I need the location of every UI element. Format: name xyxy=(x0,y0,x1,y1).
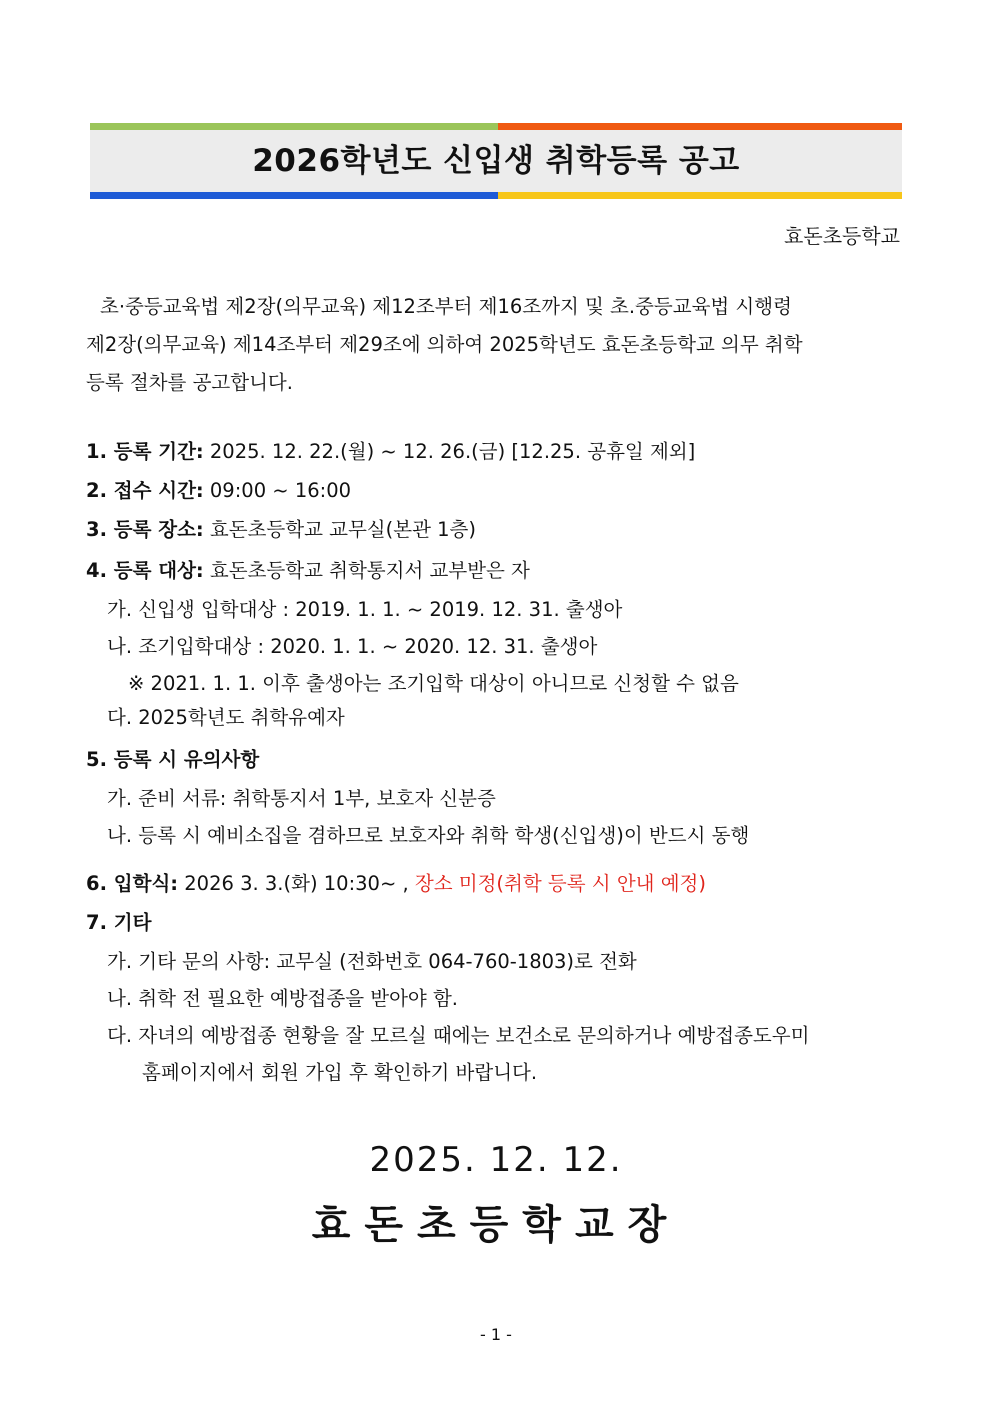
section-entrance-ceremony xyxy=(86,868,706,896)
section-registration-period xyxy=(86,436,695,464)
section-registration-place xyxy=(86,514,476,542)
page-title: 2026학년도 신입생 취학등록 공고 xyxy=(252,143,740,179)
notice-date: 2025. 12. 12. xyxy=(369,1140,623,1180)
intro-line-3: 등록 절차를 공고합니다. xyxy=(86,371,293,394)
section-label: 6. 입학식: xyxy=(86,872,179,895)
section-registration-target xyxy=(86,555,530,583)
section-label: 1. 등록 기간: xyxy=(86,440,204,463)
title-bar-top-left xyxy=(90,123,498,130)
section-label: 5. 등록 시 유의사항 xyxy=(86,748,260,771)
list-item-continuation: 홈페이지에서 회원 가입 후 확인하기 바랍니다. xyxy=(142,1061,538,1084)
note-item: ※ 2021. 1. 1. 이후 출생아는 조기입학 대상이 아니므로 신청할 수 없음 xyxy=(128,672,739,695)
section-value: 09:00 ~ 16:00 xyxy=(203,479,352,502)
list-item: 나. 조기입학대상 : 2020. 1. 1. ~ 2020. 12. 31. 출생아 xyxy=(107,635,598,658)
intro-line-1: 초·중등교육법 제2장(의무교육) 제12조부터 제16조까지 및 초.중등교육법 시행령 xyxy=(100,295,792,318)
section-other xyxy=(86,907,151,935)
title-bar-top-right xyxy=(498,123,902,130)
section-label: 4. 등록 대상: xyxy=(86,559,204,582)
list-item: 가. 기타 문의 사항: 교무실 (전화번호 064-760-1803)로 전화 xyxy=(107,950,637,973)
section-value: 효돈초등학교 교무실(본관 1층) xyxy=(203,518,476,541)
section-value: 효돈초등학교 취학통지서 교부받은 자 xyxy=(203,559,530,582)
list-item: 나. 취학 전 필요한 예방접종을 받아야 함. xyxy=(107,987,458,1010)
section-label: 7. 기타 xyxy=(86,911,152,934)
list-item-text: 다. 자녀의 예방접종 현황을 잘 모르실 때에는 보건소로 문의하거나 예방접종도우미 xyxy=(107,1024,810,1047)
title-bar-bottom-right xyxy=(498,192,902,199)
section-label: 3. 등록 장소: xyxy=(86,518,204,541)
list-item: 다. 2025학년도 취학유예자 xyxy=(107,706,345,729)
section-label: 2. 접수 시간: xyxy=(86,479,204,502)
list-item xyxy=(107,1020,907,1048)
principal-signature: 효돈초등학교장 xyxy=(311,1202,681,1248)
section-reception-hours xyxy=(86,475,351,503)
list-item: 나. 등록 시 예비소집을 겸하므로 보호자와 취학 학생(신입생)이 반드시 동행 xyxy=(107,824,750,847)
section-value: 2026 3. 3.(화) 10:30~ , xyxy=(178,872,415,895)
section-registration-notes xyxy=(86,744,259,772)
page-number: - 1 - xyxy=(480,1325,512,1344)
list-item: 가. 신입생 입학대상 : 2019. 1. 1. ~ 2019. 12. 31. 출생아 xyxy=(107,598,623,621)
intro-line-2: 제2장(의무교육) 제14조부터 제29조에 의하여 2025학년도 효돈초등학교 의무 취학 xyxy=(86,333,803,356)
school-name: 효돈초등학교 xyxy=(784,224,900,248)
ceremony-location-notice: 장소 미정(취학 등록 시 안내 예정) xyxy=(414,872,706,895)
section-value: 2025. 12. 22.(월) ~ 12. 26.(금) [12.25. 공휴일 제외] xyxy=(203,440,696,463)
list-item: 가. 준비 서류: 취학통지서 1부, 보호자 신분증 xyxy=(107,787,496,810)
title-banner xyxy=(90,123,902,200)
intro-paragraph xyxy=(86,288,906,402)
title-bar-bottom-left xyxy=(90,192,498,199)
